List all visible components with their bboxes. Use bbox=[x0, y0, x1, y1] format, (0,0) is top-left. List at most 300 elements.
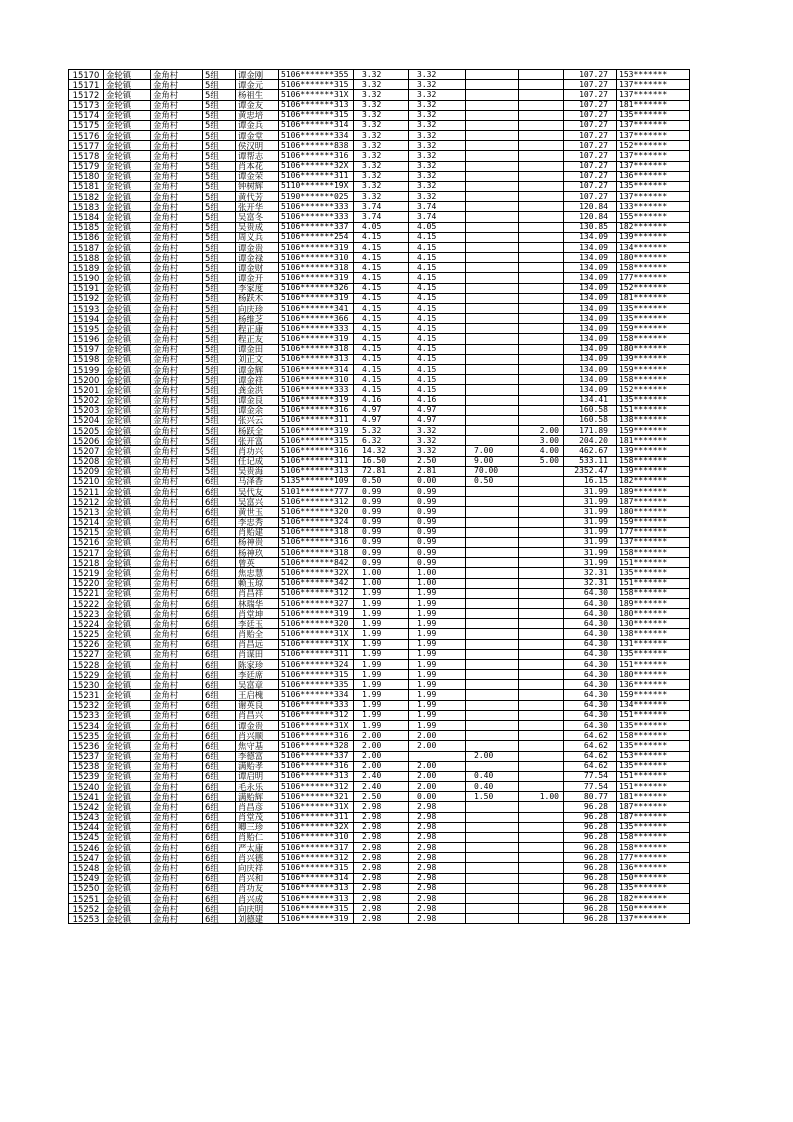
name-cell: 肖贻建 bbox=[236, 527, 279, 537]
group-cell: 6组 bbox=[203, 568, 236, 578]
area-b-cell bbox=[466, 598, 519, 608]
table-row bbox=[69, 548, 690, 558]
phone-cell: 152******* bbox=[617, 283, 690, 293]
row-number-cell: 15203 bbox=[69, 405, 104, 415]
amount-cell: 134.41 bbox=[564, 395, 617, 405]
phone-cell: 158******* bbox=[617, 843, 690, 853]
town-cell: 金轮镇 bbox=[104, 700, 151, 710]
town-cell: 金轮镇 bbox=[104, 120, 151, 130]
town-cell: 金轮镇 bbox=[104, 588, 151, 598]
area-b-cell bbox=[466, 100, 519, 110]
name-cell: 肖堂坤 bbox=[236, 609, 279, 619]
village-cell: 金角村 bbox=[151, 507, 203, 517]
amount-cell: 134.09 bbox=[564, 364, 617, 374]
area-c-cell bbox=[519, 893, 564, 903]
town-cell: 金轮镇 bbox=[104, 476, 151, 486]
total-area-cell: 4.16 bbox=[354, 395, 409, 405]
area-b-cell bbox=[466, 110, 519, 120]
total-area-cell: 2.00 bbox=[354, 731, 409, 741]
area-a-cell: 4.15 bbox=[409, 324, 466, 334]
row-number-cell: 15228 bbox=[69, 659, 104, 669]
group-cell: 6组 bbox=[203, 721, 236, 731]
table-row bbox=[69, 110, 690, 120]
amount-cell: 107.27 bbox=[564, 80, 617, 90]
area-c-cell bbox=[519, 90, 564, 100]
total-area-cell: 2.50 bbox=[354, 792, 409, 802]
area-b-cell: 1.50 bbox=[466, 792, 519, 802]
id-number-cell: 5106*******32X bbox=[279, 161, 354, 171]
village-cell: 金角村 bbox=[151, 426, 203, 436]
phone-cell: 135******* bbox=[617, 761, 690, 771]
area-a-cell: 4.15 bbox=[409, 232, 466, 242]
area-c-cell bbox=[519, 649, 564, 659]
phone-cell: 151******* bbox=[617, 771, 690, 781]
total-area-cell: 2.98 bbox=[354, 883, 409, 893]
id-number-cell: 5106*******313 bbox=[279, 100, 354, 110]
village-cell: 金角村 bbox=[151, 141, 203, 151]
name-cell: 肖兴成 bbox=[236, 893, 279, 903]
row-number-cell: 15207 bbox=[69, 446, 104, 456]
village-cell: 金角村 bbox=[151, 659, 203, 669]
row-number-cell: 15223 bbox=[69, 609, 104, 619]
id-number-cell: 5106*******312 bbox=[279, 710, 354, 720]
id-number-cell: 5106*******315 bbox=[279, 436, 354, 446]
table-row bbox=[69, 527, 690, 537]
id-number-cell: 5106*******311 bbox=[279, 415, 354, 425]
phone-cell: 135******* bbox=[617, 303, 690, 313]
id-number-cell: 5106*******316 bbox=[279, 731, 354, 741]
area-a-cell: 4.15 bbox=[409, 303, 466, 313]
area-c-cell bbox=[519, 80, 564, 90]
area-a-cell: 2.98 bbox=[409, 843, 466, 853]
town-cell: 金轮镇 bbox=[104, 354, 151, 364]
area-c-cell: 4.00 bbox=[519, 446, 564, 456]
total-area-cell: 3.32 bbox=[354, 141, 409, 151]
area-a-cell: 1.99 bbox=[409, 649, 466, 659]
name-cell: 杨神贵 bbox=[236, 537, 279, 547]
amount-cell: 64.30 bbox=[564, 609, 617, 619]
row-number-cell: 15209 bbox=[69, 466, 104, 476]
table-row bbox=[69, 303, 690, 313]
id-number-cell: 5106*******838 bbox=[279, 141, 354, 151]
phone-cell: 159******* bbox=[617, 364, 690, 374]
amount-cell: 64.30 bbox=[564, 649, 617, 659]
area-b-cell bbox=[466, 761, 519, 771]
name-cell: 吴富兴 bbox=[236, 497, 279, 507]
amount-cell: 31.99 bbox=[564, 527, 617, 537]
row-number-cell: 15211 bbox=[69, 487, 104, 497]
town-cell: 金轮镇 bbox=[104, 609, 151, 619]
name-cell: 赖玉琼 bbox=[236, 578, 279, 588]
group-cell: 6组 bbox=[203, 731, 236, 741]
row-number-cell: 15172 bbox=[69, 90, 104, 100]
amount-cell: 96.28 bbox=[564, 832, 617, 842]
id-number-cell: 5106*******313 bbox=[279, 466, 354, 476]
phone-cell: 189******* bbox=[617, 487, 690, 497]
row-number-cell: 15173 bbox=[69, 100, 104, 110]
name-cell: 谢英良 bbox=[236, 700, 279, 710]
table-row bbox=[69, 619, 690, 629]
table-row bbox=[69, 558, 690, 568]
id-number-cell: 5106*******319 bbox=[279, 395, 354, 405]
phone-cell: 130******* bbox=[617, 619, 690, 629]
area-c-cell bbox=[519, 283, 564, 293]
table-row bbox=[69, 100, 690, 110]
table-row bbox=[69, 171, 690, 181]
phone-cell: 158******* bbox=[617, 334, 690, 344]
phone-cell: 136******* bbox=[617, 863, 690, 873]
row-number-cell: 15183 bbox=[69, 202, 104, 212]
table-row bbox=[69, 700, 690, 710]
area-a-cell: 2.98 bbox=[409, 904, 466, 914]
table-row bbox=[69, 364, 690, 374]
group-cell: 6组 bbox=[203, 537, 236, 547]
area-a-cell: 3.32 bbox=[409, 436, 466, 446]
area-a-cell: 4.97 bbox=[409, 415, 466, 425]
name-cell: 李廷玉 bbox=[236, 619, 279, 629]
id-number-cell: 5106*******310 bbox=[279, 832, 354, 842]
amount-cell: 107.27 bbox=[564, 192, 617, 202]
group-cell: 5组 bbox=[203, 466, 236, 476]
table-row bbox=[69, 680, 690, 690]
table-row bbox=[69, 151, 690, 161]
name-cell: 谭金禄 bbox=[236, 253, 279, 263]
town-cell: 金轮镇 bbox=[104, 893, 151, 903]
area-a-cell: 4.15 bbox=[409, 344, 466, 354]
total-area-cell: 0.99 bbox=[354, 487, 409, 497]
village-cell: 金角村 bbox=[151, 161, 203, 171]
phone-cell: 135******* bbox=[617, 649, 690, 659]
area-b-cell bbox=[466, 517, 519, 527]
village-cell: 金角村 bbox=[151, 364, 203, 374]
village-cell: 金角村 bbox=[151, 893, 203, 903]
town-cell: 金轮镇 bbox=[104, 364, 151, 374]
phone-cell: 181******* bbox=[617, 436, 690, 446]
total-area-cell: 6.32 bbox=[354, 436, 409, 446]
area-c-cell bbox=[519, 242, 564, 252]
total-area-cell: 0.99 bbox=[354, 507, 409, 517]
village-cell: 金角村 bbox=[151, 670, 203, 680]
table-row bbox=[69, 782, 690, 792]
amount-cell: 64.62 bbox=[564, 731, 617, 741]
area-a-cell: 3.32 bbox=[409, 181, 466, 191]
area-a-cell: 2.98 bbox=[409, 883, 466, 893]
phone-cell: 137******* bbox=[617, 192, 690, 202]
total-area-cell: 3.32 bbox=[354, 90, 409, 100]
amount-cell: 96.28 bbox=[564, 863, 617, 873]
area-c-cell bbox=[519, 70, 564, 80]
village-cell: 金角村 bbox=[151, 283, 203, 293]
area-b-cell bbox=[466, 721, 519, 731]
area-a-cell: 4.15 bbox=[409, 263, 466, 273]
name-cell: 谭金元 bbox=[236, 80, 279, 90]
village-cell: 金角村 bbox=[151, 517, 203, 527]
row-number-cell: 15177 bbox=[69, 141, 104, 151]
name-cell: 杨神玖 bbox=[236, 548, 279, 558]
row-number-cell: 15249 bbox=[69, 873, 104, 883]
area-a-cell: 2.00 bbox=[409, 761, 466, 771]
name-cell: 吴富章 bbox=[236, 680, 279, 690]
table-row bbox=[69, 690, 690, 700]
amount-cell: 64.30 bbox=[564, 680, 617, 690]
area-c-cell bbox=[519, 192, 564, 202]
area-c-cell bbox=[519, 537, 564, 547]
total-area-cell: 3.32 bbox=[354, 80, 409, 90]
id-number-cell: 5106*******316 bbox=[279, 446, 354, 456]
row-number-cell: 15187 bbox=[69, 242, 104, 252]
area-c-cell bbox=[519, 151, 564, 161]
town-cell: 金轮镇 bbox=[104, 100, 151, 110]
area-a-cell: 1.99 bbox=[409, 670, 466, 680]
total-area-cell: 2.00 bbox=[354, 741, 409, 751]
area-c-cell: 3.00 bbox=[519, 436, 564, 446]
group-cell: 5组 bbox=[203, 314, 236, 324]
name-cell: 程正友 bbox=[236, 334, 279, 344]
total-area-cell: 1.99 bbox=[354, 721, 409, 731]
village-cell: 金角村 bbox=[151, 110, 203, 120]
id-number-cell: 5106*******320 bbox=[279, 619, 354, 629]
area-a-cell: 0.99 bbox=[409, 507, 466, 517]
total-area-cell: 72.81 bbox=[354, 466, 409, 476]
town-cell: 金轮镇 bbox=[104, 548, 151, 558]
id-number-cell: 5106*******313 bbox=[279, 771, 354, 781]
area-c-cell bbox=[519, 405, 564, 415]
area-b-cell bbox=[466, 537, 519, 547]
town-cell: 金轮镇 bbox=[104, 822, 151, 832]
name-cell: 谭金祥 bbox=[236, 375, 279, 385]
id-number-cell: 5106*******311 bbox=[279, 649, 354, 659]
table-row bbox=[69, 120, 690, 130]
table-row bbox=[69, 710, 690, 720]
id-number-cell: 5106*******31X bbox=[279, 802, 354, 812]
town-cell: 金轮镇 bbox=[104, 598, 151, 608]
name-cell: 肖兴和 bbox=[236, 873, 279, 883]
town-cell: 金轮镇 bbox=[104, 741, 151, 751]
id-number-cell: 5106*******366 bbox=[279, 314, 354, 324]
table-row bbox=[69, 537, 690, 547]
amount-cell: 130.85 bbox=[564, 222, 617, 232]
row-number-cell: 15231 bbox=[69, 690, 104, 700]
group-cell: 6组 bbox=[203, 853, 236, 863]
table-row bbox=[69, 253, 690, 263]
area-c-cell: 1.00 bbox=[519, 792, 564, 802]
id-number-cell: 5106*******321 bbox=[279, 792, 354, 802]
group-cell: 6组 bbox=[203, 558, 236, 568]
row-number-cell: 15243 bbox=[69, 812, 104, 822]
area-c-cell bbox=[519, 232, 564, 242]
row-number-cell: 15193 bbox=[69, 303, 104, 313]
total-area-cell: 4.15 bbox=[354, 293, 409, 303]
table-row bbox=[69, 476, 690, 486]
id-number-cell: 5106*******334 bbox=[279, 131, 354, 141]
village-cell: 金角村 bbox=[151, 476, 203, 486]
group-cell: 5组 bbox=[203, 253, 236, 263]
area-b-cell bbox=[466, 609, 519, 619]
area-a-cell: 0.99 bbox=[409, 558, 466, 568]
row-number-cell: 15234 bbox=[69, 721, 104, 731]
area-b-cell bbox=[466, 90, 519, 100]
id-number-cell: 5106*******316 bbox=[279, 405, 354, 415]
area-a-cell: 1.99 bbox=[409, 588, 466, 598]
town-cell: 金轮镇 bbox=[104, 649, 151, 659]
area-a-cell: 1.99 bbox=[409, 639, 466, 649]
area-b-cell bbox=[466, 873, 519, 883]
amount-cell: 171.89 bbox=[564, 426, 617, 436]
amount-cell: 96.28 bbox=[564, 812, 617, 822]
name-cell: 谭金贵 bbox=[236, 721, 279, 731]
name-cell: 曾英 bbox=[236, 558, 279, 568]
area-c-cell bbox=[519, 385, 564, 395]
area-b-cell bbox=[466, 385, 519, 395]
area-b-cell bbox=[466, 822, 519, 832]
row-number-cell: 15196 bbox=[69, 334, 104, 344]
total-area-cell: 16.50 bbox=[354, 456, 409, 466]
phone-cell: 189******* bbox=[617, 598, 690, 608]
phone-cell: 151******* bbox=[617, 659, 690, 669]
total-area-cell: 4.15 bbox=[354, 303, 409, 313]
area-a-cell: 3.74 bbox=[409, 202, 466, 212]
table-row bbox=[69, 354, 690, 364]
group-cell: 6组 bbox=[203, 782, 236, 792]
id-number-cell: 5106*******327 bbox=[279, 598, 354, 608]
name-cell: 严太康 bbox=[236, 843, 279, 853]
table-row bbox=[69, 751, 690, 761]
area-b-cell: 0.40 bbox=[466, 771, 519, 781]
amount-cell: 462.67 bbox=[564, 446, 617, 456]
group-cell: 5组 bbox=[203, 324, 236, 334]
area-b-cell bbox=[466, 812, 519, 822]
id-number-cell: 5106*******333 bbox=[279, 385, 354, 395]
group-cell: 6组 bbox=[203, 893, 236, 903]
village-cell: 金角村 bbox=[151, 832, 203, 842]
area-b-cell bbox=[466, 151, 519, 161]
area-c-cell bbox=[519, 578, 564, 588]
village-cell: 金角村 bbox=[151, 598, 203, 608]
group-cell: 5组 bbox=[203, 395, 236, 405]
table-row bbox=[69, 466, 690, 476]
group-cell: 5组 bbox=[203, 446, 236, 456]
row-number-cell: 15229 bbox=[69, 670, 104, 680]
area-b-cell bbox=[466, 843, 519, 853]
area-a-cell: 2.98 bbox=[409, 914, 466, 924]
amount-cell: 134.09 bbox=[564, 354, 617, 364]
area-a-cell: 2.98 bbox=[409, 812, 466, 822]
row-number-cell: 15210 bbox=[69, 476, 104, 486]
amount-cell: 107.27 bbox=[564, 171, 617, 181]
group-cell: 6组 bbox=[203, 741, 236, 751]
name-cell: 任记成 bbox=[236, 456, 279, 466]
group-cell: 5组 bbox=[203, 283, 236, 293]
table-row bbox=[69, 883, 690, 893]
total-area-cell: 1.99 bbox=[354, 700, 409, 710]
phone-cell: 137******* bbox=[617, 161, 690, 171]
area-c-cell bbox=[519, 466, 564, 476]
amount-cell: 64.30 bbox=[564, 700, 617, 710]
phone-cell: 135******* bbox=[617, 568, 690, 578]
total-area-cell: 2.98 bbox=[354, 873, 409, 883]
row-number-cell: 15181 bbox=[69, 181, 104, 191]
phone-cell: 136******* bbox=[617, 171, 690, 181]
table-row bbox=[69, 741, 690, 751]
area-b-cell bbox=[466, 324, 519, 334]
area-c-cell bbox=[519, 904, 564, 914]
group-cell: 6组 bbox=[203, 588, 236, 598]
village-cell: 金角村 bbox=[151, 904, 203, 914]
area-a-cell: 1.00 bbox=[409, 578, 466, 588]
total-area-cell: 4.15 bbox=[354, 273, 409, 283]
total-area-cell: 3.32 bbox=[354, 110, 409, 120]
area-b-cell bbox=[466, 802, 519, 812]
amount-cell: 134.09 bbox=[564, 303, 617, 313]
total-area-cell: 3.32 bbox=[354, 100, 409, 110]
village-cell: 金角村 bbox=[151, 751, 203, 761]
table-row bbox=[69, 649, 690, 659]
area-a-cell: 4.15 bbox=[409, 364, 466, 374]
area-a-cell: 3.32 bbox=[409, 446, 466, 456]
name-cell: 马泽香 bbox=[236, 476, 279, 486]
table-row bbox=[69, 659, 690, 669]
total-area-cell: 3.32 bbox=[354, 120, 409, 130]
total-area-cell: 4.15 bbox=[354, 364, 409, 374]
area-a-cell: 4.05 bbox=[409, 222, 466, 232]
row-number-cell: 15186 bbox=[69, 232, 104, 242]
phone-cell: 181******* bbox=[617, 293, 690, 303]
phone-cell: 139******* bbox=[617, 446, 690, 456]
group-cell: 6组 bbox=[203, 873, 236, 883]
group-cell: 5组 bbox=[203, 303, 236, 313]
town-cell: 金轮镇 bbox=[104, 690, 151, 700]
village-cell: 金角村 bbox=[151, 334, 203, 344]
area-c-cell bbox=[519, 883, 564, 893]
id-number-cell: 5106*******355 bbox=[279, 70, 354, 80]
id-number-cell: 5106*******314 bbox=[279, 364, 354, 374]
village-cell: 金角村 bbox=[151, 375, 203, 385]
id-number-cell: 5106*******333 bbox=[279, 324, 354, 334]
row-number-cell: 15189 bbox=[69, 263, 104, 273]
name-cell: 林瑞华 bbox=[236, 598, 279, 608]
town-cell: 金轮镇 bbox=[104, 314, 151, 324]
village-cell: 金角村 bbox=[151, 181, 203, 191]
town-cell: 金轮镇 bbox=[104, 161, 151, 171]
group-cell: 6组 bbox=[203, 822, 236, 832]
town-cell: 金轮镇 bbox=[104, 436, 151, 446]
id-number-cell: 5106*******319 bbox=[279, 273, 354, 283]
village-cell: 金角村 bbox=[151, 100, 203, 110]
amount-cell: 64.30 bbox=[564, 598, 617, 608]
phone-cell: 180******* bbox=[617, 253, 690, 263]
group-cell: 6组 bbox=[203, 812, 236, 822]
total-area-cell: 4.15 bbox=[354, 385, 409, 395]
total-area-cell: 1.99 bbox=[354, 598, 409, 608]
group-cell: 5组 bbox=[203, 202, 236, 212]
area-b-cell bbox=[466, 670, 519, 680]
area-c-cell bbox=[519, 751, 564, 761]
total-area-cell: 4.15 bbox=[354, 334, 409, 344]
row-number-cell: 15242 bbox=[69, 802, 104, 812]
table-row bbox=[69, 578, 690, 588]
village-cell: 金角村 bbox=[151, 70, 203, 80]
total-area-cell: 3.32 bbox=[354, 161, 409, 171]
area-a-cell: 4.15 bbox=[409, 314, 466, 324]
area-c-cell bbox=[519, 710, 564, 720]
area-c-cell bbox=[519, 731, 564, 741]
row-number-cell: 15179 bbox=[69, 161, 104, 171]
amount-cell: 31.99 bbox=[564, 558, 617, 568]
village-cell: 金角村 bbox=[151, 222, 203, 232]
row-number-cell: 15198 bbox=[69, 354, 104, 364]
total-area-cell: 0.99 bbox=[354, 537, 409, 547]
phone-cell: 152******* bbox=[617, 141, 690, 151]
